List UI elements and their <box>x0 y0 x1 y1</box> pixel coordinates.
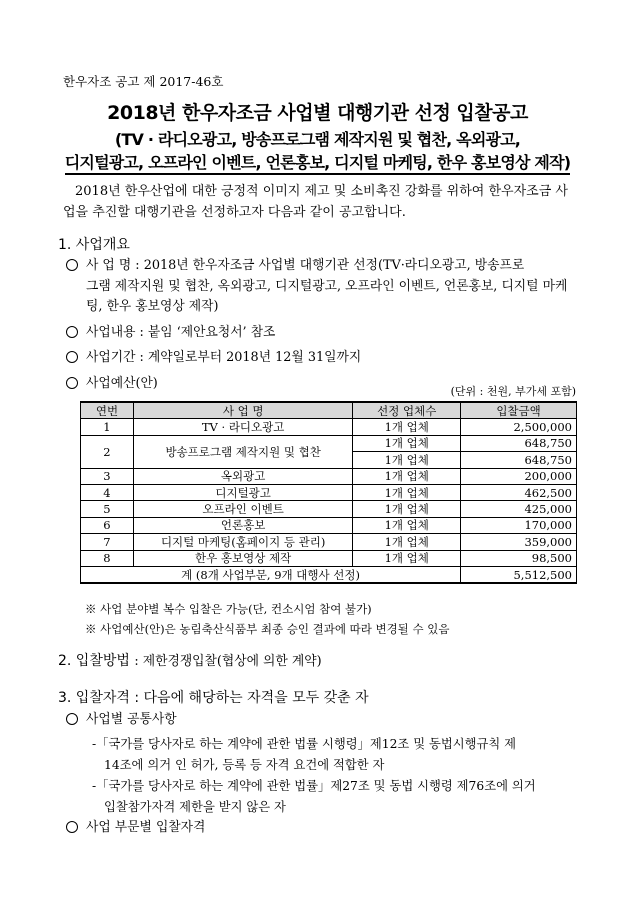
row-no: 3 <box>81 468 134 484</box>
circle-bullet-icon <box>66 259 78 271</box>
row-name: 디지털 마케팅(홈페이지 등 관리) <box>133 534 352 550</box>
row-count: 1개 업체 <box>353 550 461 566</box>
note-budget-change: ※ 사업예산(안)은 농림축산식품부 최종 승인 결과에 따라 변경될 수 있음 <box>85 622 450 636</box>
row-amount: 359,000 <box>461 534 577 550</box>
section1-heading: 1. 사업개요 <box>58 237 130 253</box>
table-total-row <box>81 566 577 583</box>
requirement-dash-2 <box>92 776 582 817</box>
table-row <box>81 534 577 550</box>
budget-heading-text: 사업예산(안) <box>86 376 158 391</box>
project-period-text: 사업기간 : 계약일로부터 2018년 12월 31일까지 <box>86 350 362 365</box>
section3-heading: 3. 입찰자격 <box>58 690 130 706</box>
row-name: 옥외광고 <box>133 468 352 484</box>
circle-bullet-icon <box>66 713 78 725</box>
common-requirements-text: 사업별 공통사항 <box>86 712 177 727</box>
table-header-row <box>81 402 577 419</box>
requirement-dash-2-rest: 입찰참가자격 제한을 받지 않은 자 <box>104 799 286 814</box>
requirement-dash-1 <box>92 734 582 775</box>
row-count: 1개 업체 <box>353 419 461 435</box>
project-name-first: 2018년 한우자조금 사업별 대행기관 선정(TV·라디오광고, 방송프로 <box>143 258 525 273</box>
row-name: 언론홍보 <box>133 517 352 533</box>
row-count: 1개 업체 <box>353 435 461 451</box>
row-name: 디지털광고 <box>133 484 352 500</box>
row-amount: 648,750 <box>461 452 577 468</box>
row-amount: 2,500,000 <box>461 419 577 435</box>
page-title: 2018년 한우자조금 사업별 대행기관 선정 입찰공고 <box>107 102 528 124</box>
row-amount: 648,750 <box>461 435 577 451</box>
section3-heading-line <box>58 687 369 707</box>
header-amount: 입찰금액 <box>461 402 577 419</box>
circle-bullet-icon <box>66 377 78 389</box>
common-requirements-item <box>66 710 177 731</box>
row-amount: 170,000 <box>461 517 577 533</box>
row-no: 7 <box>81 534 134 550</box>
project-name-label: 사 업 명 : <box>86 258 140 273</box>
requirement-dash-1-first: -「국가를 당사자로 하는 계약에 관한 법률 시행령」제12조 및 동법시행규칙 제 <box>92 737 517 751</box>
title-subtitle-line2 <box>0 150 635 173</box>
table-row <box>81 484 577 500</box>
sector-requirements-text: 사업 부문별 입찰자격 <box>86 820 206 835</box>
row-count: 1개 업체 <box>353 534 461 550</box>
requirement-dash-1-rest: 14조에 의거 인 허가, 등록 등 자격 요건에 적합한 자 <box>104 757 385 772</box>
row-amount: 462,500 <box>461 484 577 500</box>
notice-number: 한우자조 공고 제 2017-46호 <box>63 74 224 89</box>
budget-heading-item <box>66 374 158 395</box>
section3-tail: : 다음에 해당하는 자격을 모두 갖춘 자 <box>134 690 369 706</box>
note-multiple-bids: ※ 사업 분야별 복수 입찰은 가능(단, 컨소시엄 참여 불가) <box>85 602 372 616</box>
circle-bullet-icon <box>66 326 78 338</box>
circle-bullet-icon <box>66 351 78 363</box>
project-name-item <box>66 256 581 318</box>
table-row <box>81 468 577 484</box>
row-amount: 200,000 <box>461 468 577 484</box>
header-no: 연번 <box>81 402 134 419</box>
row-amount: 98,500 <box>461 550 577 566</box>
row-no: 2 <box>81 435 134 468</box>
row-count: 1개 업체 <box>353 501 461 517</box>
intro-paragraph: 2018년 한우산업에 대한 긍정적 이미지 제고 및 소비촉진 강화를 위하여 한우자조금 사업을 추진할 대행기관을 선정하고자 다음과 같이 공고합니다. <box>63 184 568 220</box>
title-subtitle-line2-text: 디지털광고, 오프라인 이벤트, 언론홍보, 디지털 마케팅, 한우 홍보영상 제작) <box>65 153 570 175</box>
circle-bullet-icon <box>66 821 78 833</box>
row-name: 오프라인 이벤트 <box>133 501 352 517</box>
project-name-rest: 그램 제작지원 및 협찬, 옥외광고, 디지털광고, 오프라인 이벤트, 언론홍보, 디지털 마케팅, 한우 홍보영상 제작) <box>86 278 568 314</box>
table-row <box>81 435 577 451</box>
table-row <box>81 550 577 566</box>
row-name: TV · 라디오광고 <box>133 419 352 435</box>
total-label: 계 (8개 사업부문, 9개 대행사 선정) <box>81 566 461 583</box>
section2-heading-line <box>58 650 322 670</box>
table-row <box>81 501 577 517</box>
section2-tail: : 제한경쟁입찰(협상에 의한 계약) <box>134 654 322 669</box>
row-no: 1 <box>81 419 134 435</box>
project-period-item <box>66 348 361 369</box>
row-no: 8 <box>81 550 134 566</box>
section2-heading: 2. 입찰방법 <box>58 653 130 669</box>
title-subtitle-line1: (TV · 라디오광고, 방송프로그램 제작지원 및 협찬, 옥외광고, <box>114 130 521 149</box>
budget-table <box>80 401 577 584</box>
row-amount: 425,000 <box>461 501 577 517</box>
row-count: 1개 업체 <box>353 468 461 484</box>
row-count: 1개 업체 <box>353 517 461 533</box>
table-row <box>81 419 577 435</box>
row-name: 한우 홍보영상 제작 <box>133 550 352 566</box>
unit-note: (단위 : 천원, 부가세 포함) <box>450 385 576 398</box>
row-no: 5 <box>81 501 134 517</box>
table-row <box>81 517 577 533</box>
project-content-item <box>66 323 275 344</box>
requirement-dash-2-first: -「국가를 당사자로 하는 계약에 관한 법률」제27조 및 동법 시행령 제76조에 의거 <box>92 779 536 793</box>
row-no: 6 <box>81 517 134 533</box>
row-count: 1개 업체 <box>353 452 461 468</box>
sector-requirements-item <box>66 818 205 839</box>
total-amount: 5,512,500 <box>461 566 577 583</box>
row-count: 1개 업체 <box>353 484 461 500</box>
header-name: 사 업 명 <box>133 402 352 419</box>
header-count: 선정 업체수 <box>353 402 461 419</box>
row-no: 4 <box>81 484 134 500</box>
project-content-text: 사업내용 : 붙임 ‘제안요청서’ 참조 <box>86 325 276 340</box>
row-name: 방송프로그램 제작지원 및 협찬 <box>133 435 352 468</box>
